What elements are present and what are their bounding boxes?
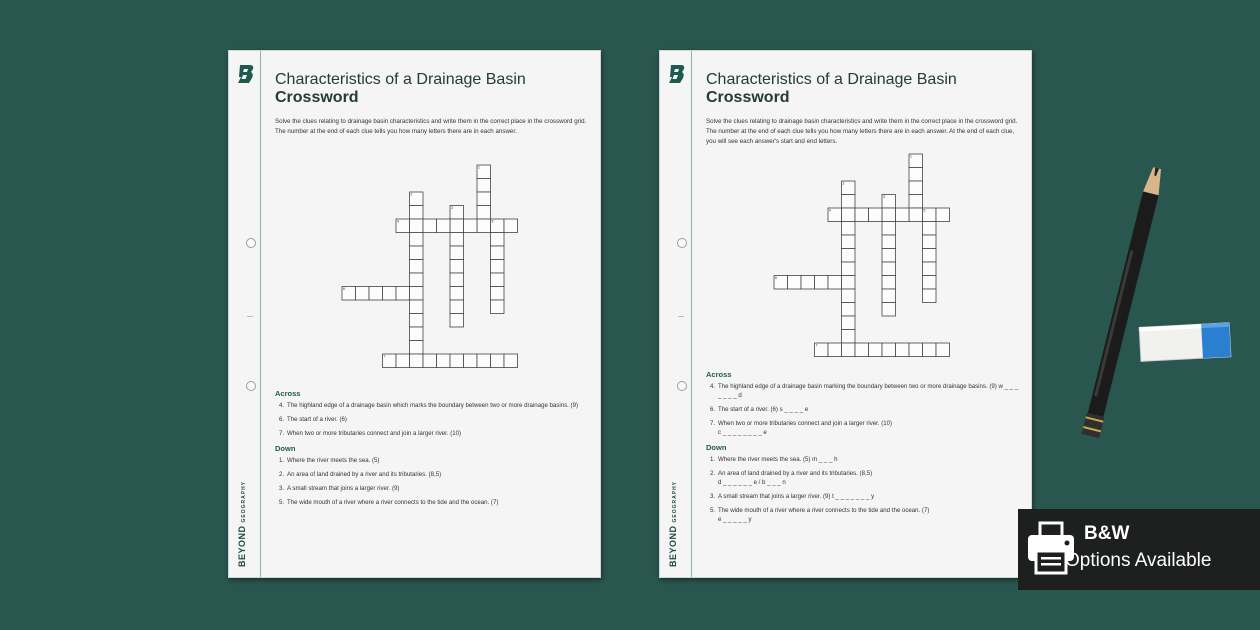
worksheet-intro: Solve the clues relating to drainage basin characteristics and write them in the correct place in the crossword grid. The number at the end of each clue tells you how many letters there are in each answer.	[275, 118, 587, 135]
crossword-cell	[882, 262, 896, 276]
clue-number: 7.	[279, 430, 285, 437]
crossword-cell	[450, 206, 464, 220]
crossword-cell	[882, 208, 896, 222]
clue-text: The start of a river. (6)	[287, 416, 347, 423]
crossword-cell	[882, 289, 896, 303]
beyond-logo-icon	[237, 63, 255, 85]
crossword-cell	[383, 287, 397, 301]
crossword-cell	[842, 343, 856, 357]
crossword-cell	[450, 260, 464, 274]
crossword-cell	[882, 343, 896, 357]
crossword-cell	[923, 235, 937, 249]
crossword-cell	[477, 165, 491, 179]
clue-text: The wide mouth of a river where a river connects to the tide and the ocean. (7)	[287, 499, 499, 506]
clue-number: 4.	[279, 402, 285, 409]
margin-line	[691, 51, 692, 577]
clue-number: 5.	[279, 499, 285, 506]
crossword-cell	[410, 300, 424, 314]
clue-text: A small stream that joins a larger river. (9)	[287, 485, 400, 492]
crossword-cell	[477, 354, 491, 368]
worksheet-subtitle: Crossword	[706, 89, 790, 106]
crossword-cell	[504, 354, 518, 368]
crossword-cell	[828, 343, 842, 357]
clue-text: The highland edge of a drainage basin which marks the boundary between two or more drainage basins. (9)	[287, 402, 578, 409]
crossword-cell	[842, 181, 856, 195]
crossword-cell	[437, 219, 451, 233]
crossword-cell	[842, 276, 856, 290]
crossword-cell	[923, 208, 937, 222]
crossword-cell	[842, 262, 856, 276]
crossword-cell	[923, 262, 937, 276]
crossword-cell	[423, 219, 437, 233]
clues-down	[275, 444, 591, 507]
crossword-cell	[410, 341, 424, 355]
crossword-cell	[477, 179, 491, 193]
crossword-cell	[909, 208, 923, 222]
clue-list	[706, 370, 1022, 529]
clue-across-7	[706, 419, 1022, 437]
crossword-cell	[342, 287, 356, 301]
crossword-cell	[396, 287, 410, 301]
crossword-cell	[909, 343, 923, 357]
worksheet-intro: Solve the clues relating to drainage basin characteristics and write them in the correct place in the crossword grid. The number at the end of each clue tells you how many letters there are in each answer. At the end of each clue, you will see each answer's start and end letters.	[706, 118, 1018, 145]
clue-answer-hint: e _ _ _ _ _ y	[718, 516, 752, 523]
crossword-cell	[450, 300, 464, 314]
clue-number: 5.	[710, 507, 716, 514]
margin-line	[260, 51, 261, 577]
clue-text: Where the river meets the sea. (5) m _ _ _ h	[718, 456, 838, 463]
crossword-cell-number: 3	[883, 195, 885, 200]
crossword-cell	[437, 354, 451, 368]
crossword-cell	[410, 327, 424, 341]
crossword-cell	[774, 276, 788, 290]
clue-number: 1.	[279, 457, 285, 464]
crossword-cell	[882, 303, 896, 317]
crossword-cell-number: 2	[410, 192, 413, 197]
crossword-cell	[842, 195, 856, 209]
crossword-cell-number: 4	[397, 219, 399, 224]
crossword-cell	[842, 208, 856, 222]
crossword-cell	[842, 289, 856, 303]
crossword-cell	[491, 287, 505, 301]
clue-number: 2.	[710, 470, 716, 477]
crossword-cell	[410, 192, 424, 206]
clue-number: 4.	[710, 383, 716, 390]
crossword-cell-number: 5	[491, 219, 494, 224]
clue-text: The wide mouth of a river where a river connects to the tide and the ocean. (7)	[718, 507, 930, 514]
clue-list	[275, 389, 591, 512]
clue-number: 3.	[710, 493, 716, 500]
crossword-cell	[491, 260, 505, 274]
crossword-cell	[477, 206, 491, 220]
crossword-cell-number: 6	[775, 276, 777, 281]
crossword-cell	[491, 354, 505, 368]
crossword-cell	[923, 289, 937, 303]
punch-hole	[677, 381, 687, 391]
clue-text: A small stream that joins a larger river. (9) t _ _ _ _ _ _ _ y	[718, 493, 875, 500]
crossword-cell	[788, 276, 802, 290]
clue-text: An area of land drained by a river and its tributaries. (8,5)	[718, 470, 873, 477]
crossword-cell-number: 5	[923, 208, 926, 213]
crossword-cell-number: 1	[910, 154, 912, 159]
crossword-cell	[923, 276, 937, 290]
brand-main: BEYOND	[668, 525, 678, 567]
clues-down	[706, 443, 1022, 524]
clue-number: 7.	[710, 420, 716, 427]
punch-hole	[677, 238, 687, 248]
crossword-cell	[423, 354, 437, 368]
clue-text: The start of a river. (6) s _ _ _ _ e	[718, 406, 809, 413]
worksheet-subtitle: Crossword	[275, 89, 359, 106]
crossword-cell	[491, 300, 505, 314]
crossword-cell	[909, 154, 923, 168]
crossword-cell	[842, 330, 856, 344]
crossword-cell	[842, 303, 856, 317]
clue-across-4	[275, 401, 591, 410]
crossword-cell	[869, 343, 883, 357]
crossword-cell	[896, 208, 910, 222]
crossword-cell	[491, 233, 505, 247]
crossword-cell	[815, 276, 829, 290]
worksheet-left	[228, 50, 601, 578]
crossword-cell	[842, 222, 856, 236]
crossword-cell	[410, 287, 424, 301]
crossword-cell	[909, 181, 923, 195]
crossword-cell	[842, 235, 856, 249]
crossword-cell	[869, 208, 883, 222]
crossword-cell	[450, 219, 464, 233]
crossword-cell	[882, 195, 896, 209]
crossword-cell	[450, 314, 464, 328]
margin-tick	[247, 316, 253, 317]
crossword-cell	[896, 343, 910, 357]
crossword-cell	[828, 276, 842, 290]
crossword-cell	[882, 235, 896, 249]
clue-down-3	[275, 484, 591, 493]
clue-number: 3.	[279, 485, 285, 492]
crossword-cell-number: 7	[383, 354, 386, 359]
crossword-cell	[450, 273, 464, 287]
crossword-cell	[923, 222, 937, 236]
clue-down-5	[706, 506, 1022, 524]
crossword-cell	[842, 316, 856, 330]
margin-tick	[678, 316, 684, 317]
crossword-cell	[828, 208, 842, 222]
pencil-icon	[1065, 160, 1181, 450]
worksheet-right	[659, 50, 1032, 578]
crossword-cell	[882, 222, 896, 236]
clues-across	[275, 389, 591, 438]
eraser-icon	[1138, 319, 1234, 363]
crossword-cell-number: 2	[842, 181, 845, 186]
crossword-cell	[477, 192, 491, 206]
clue-number: 6.	[279, 416, 285, 423]
clue-down-1	[706, 455, 1022, 464]
punch-hole	[246, 381, 256, 391]
crossword-cell-number: 7	[815, 343, 818, 348]
crossword-cell	[504, 219, 518, 233]
clue-number: 2.	[279, 471, 285, 478]
badge-subtitle: Options Available	[1065, 550, 1212, 571]
crossword-cell	[936, 208, 950, 222]
clue-down-2	[275, 470, 591, 479]
crossword-cell	[356, 287, 370, 301]
clue-across-6	[706, 405, 1022, 414]
crossword-cell	[410, 273, 424, 287]
crossword-cell	[842, 249, 856, 263]
crossword-cell	[410, 246, 424, 260]
clue-across-7	[275, 429, 591, 438]
down-heading: Down	[706, 443, 727, 452]
crossword-cell	[410, 219, 424, 233]
clue-answer-hint: d _ _ _ _ _ _ e / b _ _ _ n	[718, 479, 786, 486]
crossword-cell	[450, 354, 464, 368]
crossword-cell	[882, 249, 896, 263]
crossword-cell	[410, 206, 424, 220]
badge-title: B&W	[1084, 523, 1130, 544]
crossword-cell	[450, 287, 464, 301]
clue-text: When two or more tributaries connect and join a larger river. (10)	[718, 420, 893, 427]
clue-number: 1.	[710, 456, 716, 463]
clue-across-6	[275, 415, 591, 424]
crossword-cell	[801, 276, 815, 290]
crossword-cell-number: 1	[478, 165, 480, 170]
worksheet-title: Characteristics of a Drainage Basin	[706, 71, 957, 88]
down-heading: Down	[275, 444, 296, 453]
clue-down-2	[706, 469, 1022, 487]
clue-down-3	[706, 492, 1022, 501]
across-heading: Across	[706, 370, 732, 379]
brand-vertical	[238, 417, 250, 567]
crossword-cell	[491, 219, 505, 233]
crossword-cell	[383, 354, 397, 368]
crossword-cell	[450, 233, 464, 247]
crossword-cell	[815, 343, 829, 357]
crossword-cell	[369, 287, 383, 301]
crossword-cell	[396, 354, 410, 368]
brand-sub: GEOGRAPHY	[672, 480, 678, 523]
bw-options-badge	[1018, 509, 1260, 590]
beyond-logo-icon	[668, 63, 686, 85]
punch-hole	[246, 238, 256, 248]
crossword-cell	[410, 314, 424, 328]
crossword-cell	[936, 343, 950, 357]
clue-text: When two or more tributaries connect and join a larger river. (10)	[287, 430, 462, 437]
crossword-cell	[855, 343, 869, 357]
brand-vertical	[669, 417, 681, 567]
crossword-cell	[410, 233, 424, 247]
crossword-cell-number: 4	[829, 208, 831, 213]
crossword-cell	[491, 246, 505, 260]
clue-text: An area of land drained by a river and its tributaries. (8,5)	[287, 471, 442, 478]
clue-text: The highland edge of a drainage basin marking the boundary between two or more drainage basins. (9) w _ _ _ _ _ _ _ d	[718, 383, 1019, 399]
across-heading: Across	[275, 389, 301, 398]
clues-across	[706, 370, 1022, 437]
crossword-cell	[410, 260, 424, 274]
crossword-cell	[464, 354, 478, 368]
clue-across-4	[706, 382, 1022, 400]
worksheet-title: Characteristics of a Drainage Basin	[275, 71, 526, 88]
clue-down-5	[275, 498, 591, 507]
clue-answer-hint: c _ _ _ _ _ _ _ _ e	[718, 429, 767, 436]
crossword-cell	[477, 219, 491, 233]
crossword-cell	[464, 219, 478, 233]
crossword-cell	[450, 246, 464, 260]
crossword-cell	[855, 208, 869, 222]
brand-sub: GEOGRAPHY	[241, 480, 247, 523]
crossword-cell	[909, 168, 923, 182]
crossword-cell	[882, 276, 896, 290]
crossword-cell-number: 3	[451, 206, 453, 211]
crossword-cell	[923, 249, 937, 263]
crossword-cell	[396, 219, 410, 233]
clue-down-1	[275, 456, 591, 465]
crossword-cell	[923, 343, 937, 357]
brand-main: BEYOND	[237, 525, 247, 567]
clue-text: Where the river meets the sea. (5)	[287, 457, 380, 464]
crossword-cell	[909, 195, 923, 209]
crossword-cell	[410, 354, 424, 368]
clue-number: 6.	[710, 406, 716, 413]
crossword-cell-number: 6	[343, 287, 345, 292]
crossword-cell	[491, 273, 505, 287]
